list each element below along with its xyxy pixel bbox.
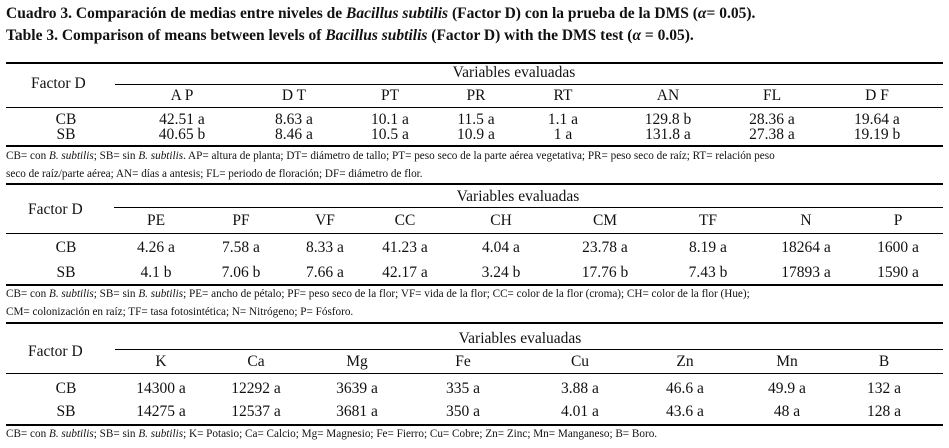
species-name: B. subtilis xyxy=(48,288,94,300)
species-name: B. subtilis xyxy=(48,150,94,162)
footnote-line xyxy=(6,165,775,183)
row-label: CB xyxy=(55,380,77,397)
table-cell: 12537 a xyxy=(231,403,281,420)
table-cell: 3639 a xyxy=(336,380,378,397)
table-cell: 4.26 a xyxy=(137,239,175,256)
variables-underline xyxy=(114,207,943,208)
species-name: B. subtilis xyxy=(138,150,184,162)
column-header: FL xyxy=(762,87,782,104)
column-header: P xyxy=(893,212,903,229)
table-cell: 3.88 a xyxy=(561,380,599,397)
table-cell: 17893 a xyxy=(781,264,831,281)
footnote-text: . AP= altura de planta; DT= diámetro de tallo; PT= peso seco de la parte aérea vegetativa; PR= peso seco de raíz; RT= relación peso xyxy=(183,150,775,162)
table-cell: 14275 a xyxy=(136,403,186,420)
footnote-text: ; SB= sin xyxy=(93,150,139,162)
table-cell: 46.6 a xyxy=(666,380,704,397)
column-header: Mg xyxy=(346,353,368,370)
table-cell: 19.19 b xyxy=(853,126,901,143)
caption-english: Table 3. Comparison of means between levels of Bacillus subtilis (Factor D) with the DMS test (α = 0.05). xyxy=(6,27,694,44)
table-cell: 7.43 b xyxy=(688,264,728,281)
footnote-line xyxy=(6,147,775,165)
table-cell: 49.9 a xyxy=(768,380,806,397)
variables-underline xyxy=(115,349,943,350)
table-cell: 23.78 a xyxy=(582,239,628,256)
column-header: Zn xyxy=(676,353,694,370)
column-header: PE xyxy=(146,212,166,229)
table-cell: 350 a xyxy=(445,403,481,420)
footnote-line xyxy=(6,303,750,321)
table-cell: 4.04 a xyxy=(482,239,520,256)
row-label: CB xyxy=(55,239,77,256)
table-cell: 1.1 a xyxy=(547,111,579,128)
table-cell: 335 a xyxy=(445,380,481,397)
table-cell: 14300 a xyxy=(136,380,186,397)
footnote-line xyxy=(6,425,657,443)
table-cell: 42.51 a xyxy=(159,111,205,128)
column-header: CC xyxy=(394,212,416,229)
species-name: B. subtilis xyxy=(48,428,94,440)
column-header: TF xyxy=(698,212,718,229)
row-label: SB xyxy=(56,403,76,420)
row-label: SB xyxy=(56,264,76,281)
table-cell: 18264 a xyxy=(781,239,831,256)
footnote-text: ; SB= sin xyxy=(93,428,139,440)
table-3-header-rule xyxy=(6,373,943,374)
table-cell: 3.24 b xyxy=(481,264,521,281)
variables-header: Variables evaluadas xyxy=(458,330,582,347)
table-cell: 3681 a xyxy=(336,403,378,420)
variables-header: Variables evaluadas xyxy=(452,64,576,81)
table-cell: 128 a xyxy=(866,403,902,420)
footnote-text: CB= con xyxy=(6,288,49,300)
table-cell: 8.33 a xyxy=(306,239,344,256)
footnote-text: ; PE= ancho de pétalo; PF= peso seco de la flor; VF= vida de la flor; CC= color de la flor (croma); CH= color de la flor (Hue); xyxy=(183,288,750,300)
table-cell: 7.06 b xyxy=(221,264,261,281)
table-cell: 42.17 a xyxy=(382,264,428,281)
variables-underline xyxy=(115,84,943,85)
table-cell: 19.64 a xyxy=(854,111,900,128)
table-cell: 8.63 a xyxy=(275,111,313,128)
column-header: Mn xyxy=(776,353,798,370)
table-cell: 1 a xyxy=(553,126,573,143)
table-cell: 27.38 a xyxy=(749,126,795,143)
footnote-text: ; SB= sin xyxy=(93,288,139,300)
column-header: Cu xyxy=(570,353,590,370)
table-cell: 10.9 a xyxy=(457,126,495,143)
table-cell: 8.19 a xyxy=(689,239,727,256)
column-header: PF xyxy=(232,212,250,229)
table-1-footnote xyxy=(6,147,775,183)
table-cell: 11.5 a xyxy=(457,111,495,128)
table-cell: 43.6 a xyxy=(666,403,704,420)
table-2-top-rule xyxy=(6,183,943,185)
table-cell: 40.65 b xyxy=(158,126,206,143)
footnote-text: CB= con xyxy=(6,150,49,162)
footnote-text: CB= con xyxy=(6,428,49,440)
table-3-top-rule xyxy=(6,322,943,324)
table-2-header-rule xyxy=(6,233,943,234)
species-name: B. subtilis xyxy=(138,428,184,440)
column-header: PR xyxy=(466,87,486,104)
column-header: RT xyxy=(553,87,573,104)
factor-label: Factor D xyxy=(28,201,83,218)
table-cell: 129.8 b xyxy=(644,111,692,128)
table-3-footnote xyxy=(6,425,657,443)
column-header: D T xyxy=(281,87,307,104)
table-cell: 7.66 a xyxy=(306,264,344,281)
column-header: PT xyxy=(380,87,400,104)
table-cell: 132 a xyxy=(866,380,902,397)
species-name: B. subtilis xyxy=(138,288,184,300)
column-header: CH xyxy=(490,212,512,229)
column-header: CM xyxy=(592,212,618,229)
table-cell: 8.46 a xyxy=(275,126,313,143)
column-header: VF xyxy=(315,212,335,229)
table-2-footnote xyxy=(6,285,750,321)
table-cell: 28.36 a xyxy=(749,111,795,128)
table-cell: 12292 a xyxy=(231,380,281,397)
footnote-text: ; K= Potasio; Ca= Calcio; Mg= Magnesio; Fe= Fierro; Cu= Cobre; Zn= Zinc; Mn= Manganeso; B= Boro. xyxy=(183,428,658,440)
factor-label: Factor D xyxy=(28,343,83,360)
column-header: Ca xyxy=(247,353,265,370)
column-header: B xyxy=(878,353,890,370)
table-cell: 7.58 a xyxy=(222,239,260,256)
table-1-header-rule xyxy=(6,107,943,108)
column-header: A P xyxy=(170,87,194,104)
factor-label: Factor D xyxy=(31,75,86,92)
row-label: CB xyxy=(55,111,77,128)
footnote-line xyxy=(6,285,750,303)
table-cell: 131.8 a xyxy=(645,126,691,143)
table-cell: 1590 a xyxy=(877,264,919,281)
row-label: SB xyxy=(56,126,76,143)
column-header: Fe xyxy=(455,353,471,370)
column-header: N xyxy=(800,212,812,229)
table-cell: 48 a xyxy=(773,403,801,420)
column-header: K xyxy=(155,353,167,370)
footnote-text: seco de raíz/parte aérea; AN= días a antesis; FL= periodo de floración; DF= diámetro de flor. xyxy=(6,168,423,180)
table-cell: 10.5 a xyxy=(371,126,409,143)
column-header: AN xyxy=(656,87,680,104)
table-cell: 10.1 a xyxy=(371,111,409,128)
caption-spanish: Cuadro 3. Comparación de medias entre niveles de Bacillus subtilis (Factor D) con la prueba de la DMS (α= 0.05). xyxy=(6,5,756,22)
variables-header: Variables evaluadas xyxy=(456,188,580,205)
column-header: D F xyxy=(865,87,889,104)
table-cell: 17.76 b xyxy=(581,264,629,281)
footnote-text: CM= colonización en raíz; TF= tasa fotosintética; N= Nitrógeno; P= Fósforo. xyxy=(6,306,354,318)
table-cell: 41.23 a xyxy=(382,239,428,256)
table-cell: 1600 a xyxy=(877,239,919,256)
table-cell: 4.01 a xyxy=(561,403,599,420)
table-cell: 4.1 b xyxy=(140,264,172,281)
